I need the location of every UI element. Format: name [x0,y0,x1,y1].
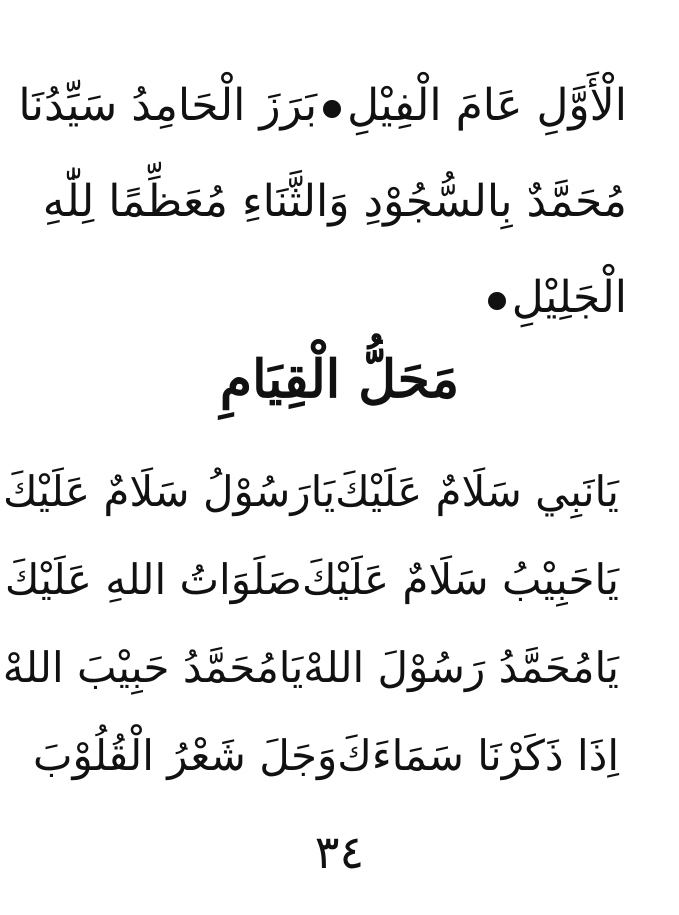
prose-paragraph [18,58,627,346]
verse-row [4,536,619,624]
verse-right-hemistich: يَامُحَمَّدُ رَسُوْلَ اللهْ [303,643,619,692]
section-heading: مَحَلُّ الْقِيَامِ [219,349,460,410]
bullet-dot-icon [488,292,506,310]
verse-left-hemistich: صَلَوَاتُ اللهِ عَلَيْكَ [4,555,302,604]
verse-left-hemistich: وَجَلَ شَعْرُ الْقُلُوْبَ [33,731,338,780]
verse-list [2,448,619,800]
verse-right-hemistich: يَاحَبِيْبُ سَلَامٌ عَلَيْكَ [301,555,619,604]
prose-line-3 [70,250,627,346]
verse-left-hemistich: يَامُحَمَّدُ حَبِيْبَ اللهْ [2,643,304,692]
prose-line-1-part-2: بَرَزَ الْحَامِدُ سَيِّدُنَا [18,80,318,131]
verse-right-hemistich: اِذَا ذَكَرْنَا سَمَاءَكَ [337,731,619,780]
verse-right-hemistich: يَانَبِي سَلَامٌ عَلَيْكَ [335,467,619,516]
verse-row [2,448,619,536]
prose-line-3-text: الْجَلِيْلِ [511,272,627,323]
prose-line-1 [18,58,627,154]
prose-line-1-part-1: الْأَوَّلِ عَامَ الْفِيْلِ [347,80,627,131]
bullet-dot-icon [323,100,341,118]
page-number: ٣٤ [314,825,365,879]
verse-left-hemistich: يَارَسُوْلُ سَلَامٌ عَلَيْكَ [2,467,336,516]
verse-row [33,712,619,800]
prose-line-2: مُحَمَّدٌ بِالسُّجُوْدِ وَالثَّنَاءِ مُعَظِّمًا لِلّٰهِ [42,176,627,227]
verse-row [2,624,619,712]
